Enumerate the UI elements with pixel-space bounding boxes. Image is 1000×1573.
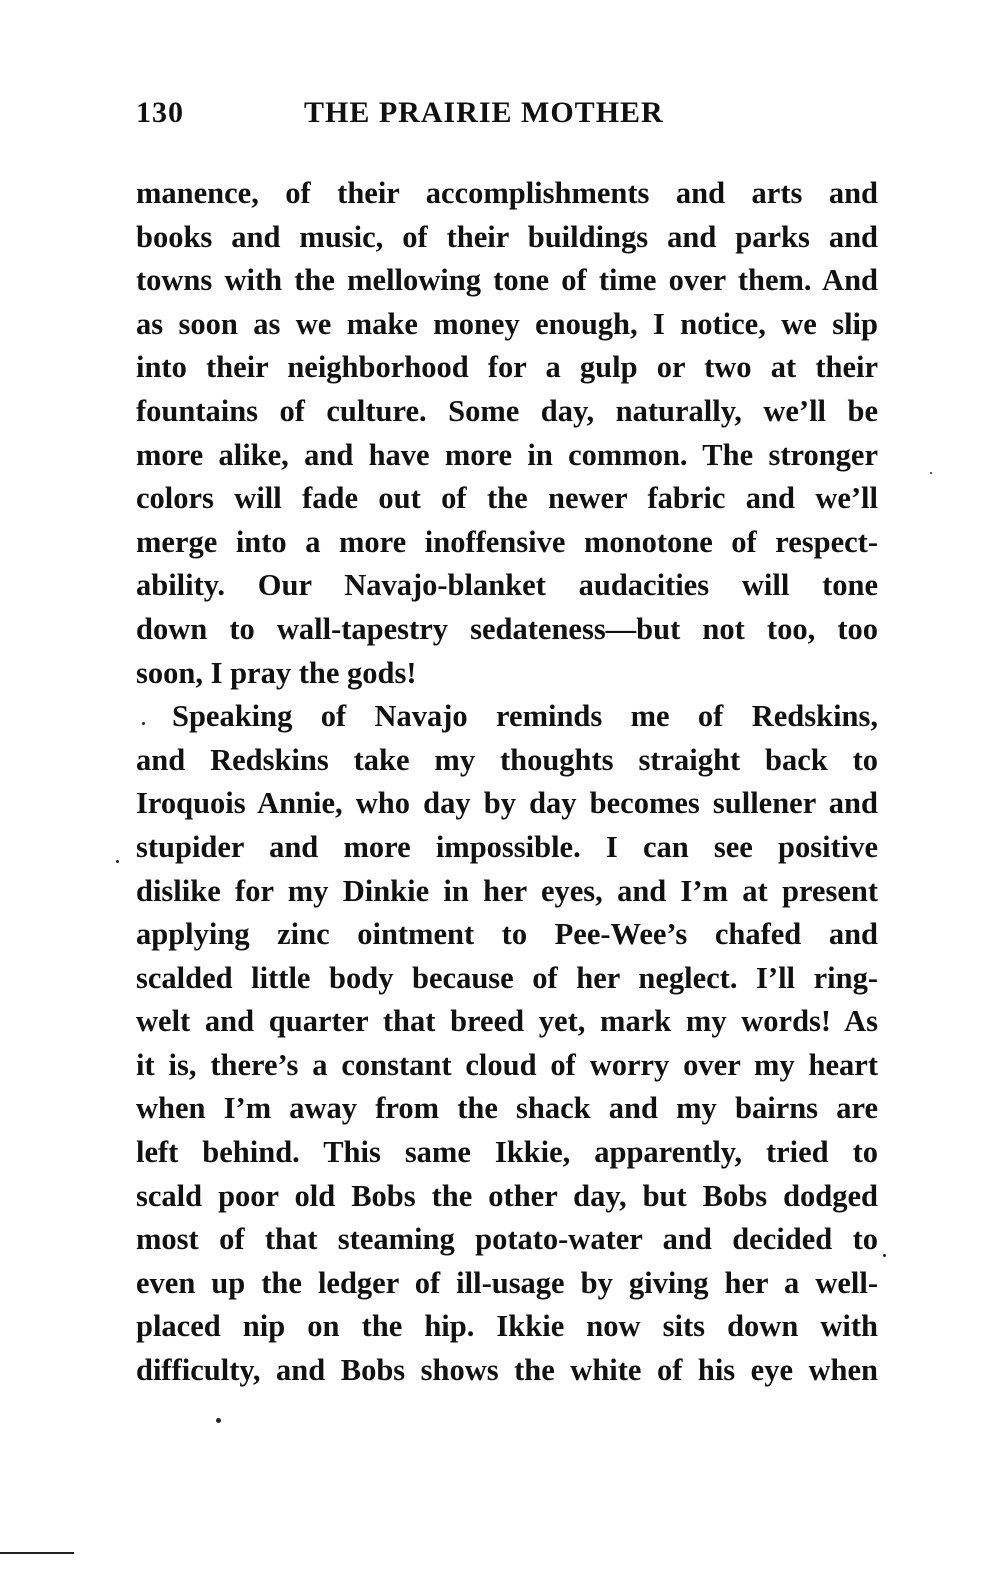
text-line: and Redskins take my thoughts straight back to xyxy=(136,742,878,777)
text-line: colors will fade out of the newer fabric and we’ll xyxy=(136,481,878,516)
text-line: when I’m away from the shack and my bairns are xyxy=(136,1091,878,1126)
scan-speck xyxy=(142,722,145,725)
text-line: into their neighborhood for a gulp or two at their xyxy=(136,350,878,385)
text-line: Iroquois Annie, who day by day becomes sullener and xyxy=(136,786,878,821)
text-line: books and music, of their buildings and parks and xyxy=(136,219,878,254)
text-line: soon, I pray the gods! xyxy=(136,655,417,690)
scan-speck xyxy=(116,860,119,863)
text-line: ability. Our Navajo-blanket audacities will tone xyxy=(136,568,878,603)
text-line: down to wall-tapestry sedateness—but not too, too xyxy=(136,611,878,646)
text-line: dislike for my Dinkie in her eyes, and I’m at present xyxy=(136,873,878,908)
text-line: applying zinc ointment to Pee-Wee’s chafed and xyxy=(136,917,878,952)
text-line: Speaking of Navajo reminds me of Redskins, xyxy=(172,699,878,734)
text-line: stupider and more impossible. I can see positive xyxy=(136,829,878,864)
text-line: left behind. This same Ikkie, apparently, tried to xyxy=(136,1135,878,1170)
text-line: as soon as we make money enough, I notice, we slip xyxy=(136,306,878,341)
body-text xyxy=(136,172,878,1393)
text-line: welt and quarter that breed yet, mark my words! As xyxy=(136,1004,878,1039)
text-line: merge into a more inoffensive monotone of respect- xyxy=(136,524,878,559)
scan-speck xyxy=(216,1418,221,1423)
text-line: scald poor old Bobs the other day, but Bobs dodged xyxy=(136,1178,878,1213)
text-line: even up the ledger of ill-usage by giving her a well- xyxy=(136,1265,878,1300)
running-head xyxy=(136,96,878,140)
scan-speck xyxy=(883,1254,886,1257)
paragraph-2 xyxy=(136,695,878,1393)
bottom-edge-rule xyxy=(0,1552,74,1554)
text-line: fountains of culture. Some day, naturally, we’ll be xyxy=(136,393,878,428)
text-line: more alike, and have more in common. The stronger xyxy=(136,437,878,472)
text-line: most of that steaming potato-water and decided to xyxy=(136,1222,878,1257)
text-line: scalded little body because of her neglect. I’ll ring- xyxy=(136,960,878,995)
text-line: difficulty, and Bobs shows the white of his eye when xyxy=(136,1353,878,1388)
paragraph-1 xyxy=(136,172,878,695)
page-number: 130 xyxy=(136,96,184,129)
text-line: towns with the mellowing tone of time over them. And xyxy=(136,263,878,298)
text-line: it is, there’s a constant cloud of worry over my heart xyxy=(136,1047,878,1082)
text-line: placed nip on the hip. Ikkie now sits down with xyxy=(136,1309,878,1344)
book-title: THE PRAIRIE MOTHER xyxy=(304,96,664,129)
scan-speck xyxy=(930,472,932,474)
text-line: manence, of their accomplishments and arts and xyxy=(136,176,878,210)
